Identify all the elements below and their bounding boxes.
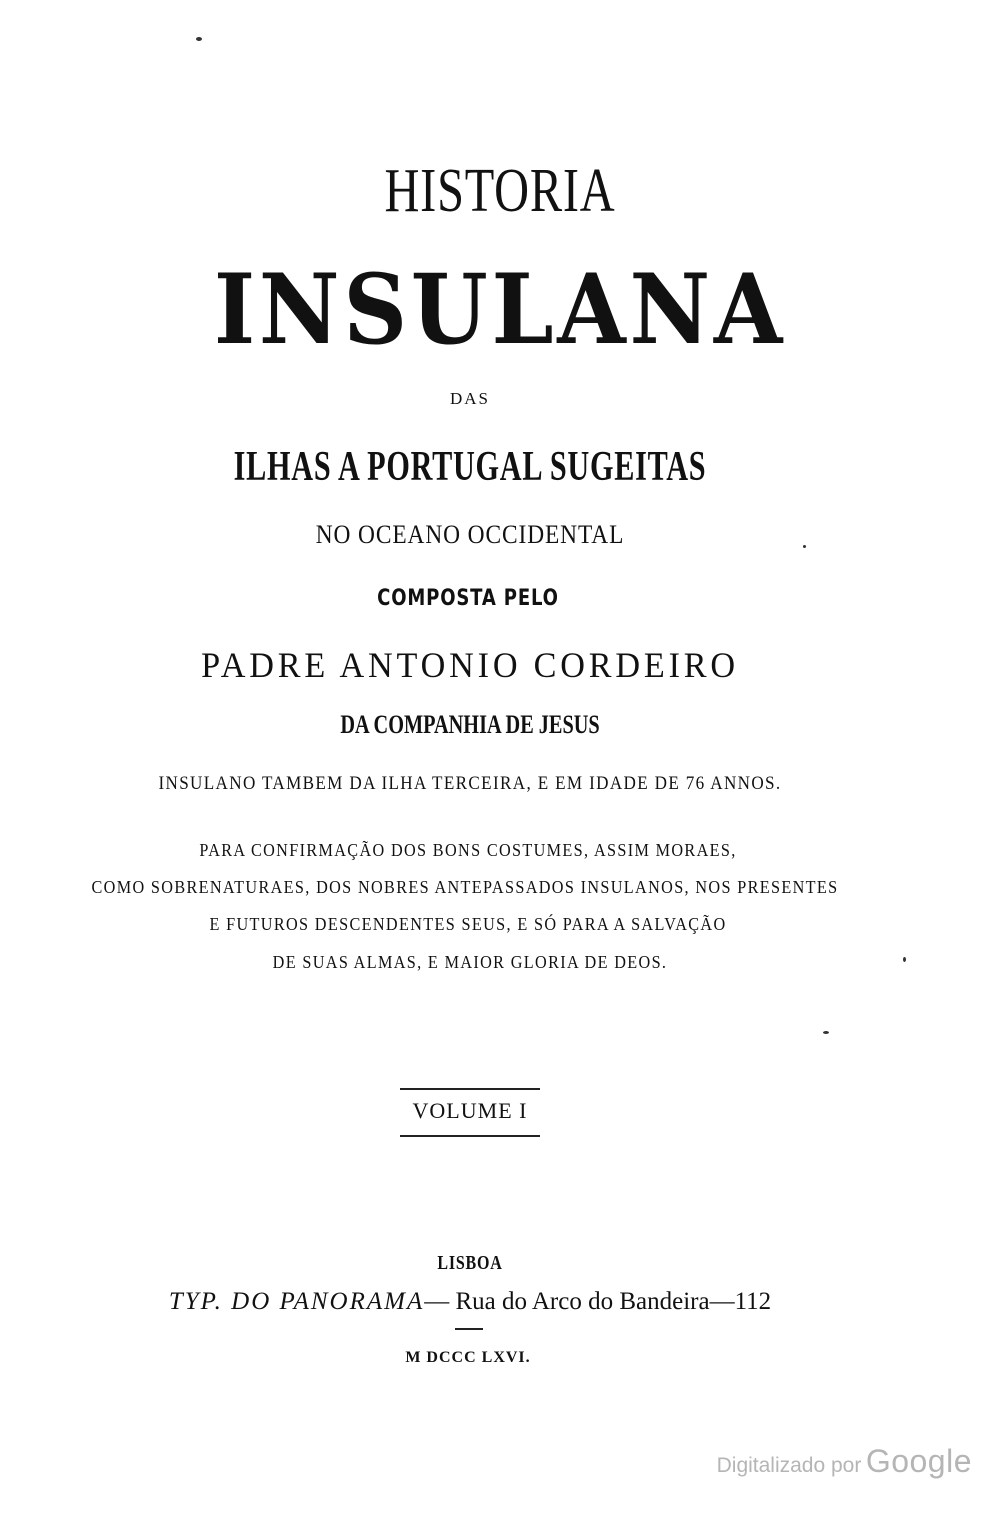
author-intro: COMPOSTA PELO — [377, 586, 559, 611]
imprint-printer: TYP. DO PANORAMA — [168, 1288, 425, 1315]
speck-mark — [196, 37, 202, 41]
title-line-ilhas: ILHAS A PORTUGAL SUGEITAS — [233, 444, 707, 490]
purpose-line-3: E FUTUROS DESCENDENTES SEUS, E SÓ PARA A SALVAÇÃO — [209, 914, 727, 934]
volume-rule-top — [400, 1088, 540, 1090]
speck-mark — [803, 545, 806, 548]
volume-rule-bottom — [400, 1135, 540, 1137]
speck-mark — [903, 957, 906, 962]
imprint-rule — [455, 1328, 483, 1330]
speck-mark — [823, 1031, 829, 1034]
author-order: DA COMPANHIA DE JESUS — [340, 710, 600, 739]
imprint-year: M DCCC LXVI. — [405, 1349, 531, 1366]
purpose-line-2: COMO SOBRENATURAES, DOS NOBRES ANTEPASSADOS INSULANOS, NOS PRESENTES — [91, 877, 839, 897]
imprint-address: — Rua do Arco do Bandeira—112 — [424, 1288, 772, 1315]
watermark-prefix: Digitalizado por — [716, 1454, 862, 1477]
title-line-historia: HISTORIA — [384, 157, 616, 225]
title-line-oceano: NO OCEANO OCCIDENTAL — [315, 520, 625, 549]
purpose-line-1: PARA CONFIRMAÇÃO DOS BONS COSTUMES, ASSIM MORAES, — [199, 840, 737, 860]
title-line-das: DAS — [449, 389, 490, 408]
watermark-brand: Google — [865, 1443, 972, 1479]
imprint-line — [0, 1289, 970, 1314]
author-name: PADRE ANTONIO CORDEIRO — [201, 645, 739, 685]
purpose-line-4: DE SUAS ALMAS, E MAIOR GLORIA DE DEOS. — [272, 952, 668, 972]
title-line-insulana: INSULANA — [213, 253, 787, 366]
imprint-city: LISBOA — [437, 1252, 503, 1274]
volume-label: VOLUME I — [412, 1098, 528, 1123]
google-watermark — [717, 1443, 972, 1480]
author-note: INSULANO TAMBEM DA ILHA TERCEIRA, E EM IDADE DE 76 ANNOS. — [158, 773, 782, 794]
